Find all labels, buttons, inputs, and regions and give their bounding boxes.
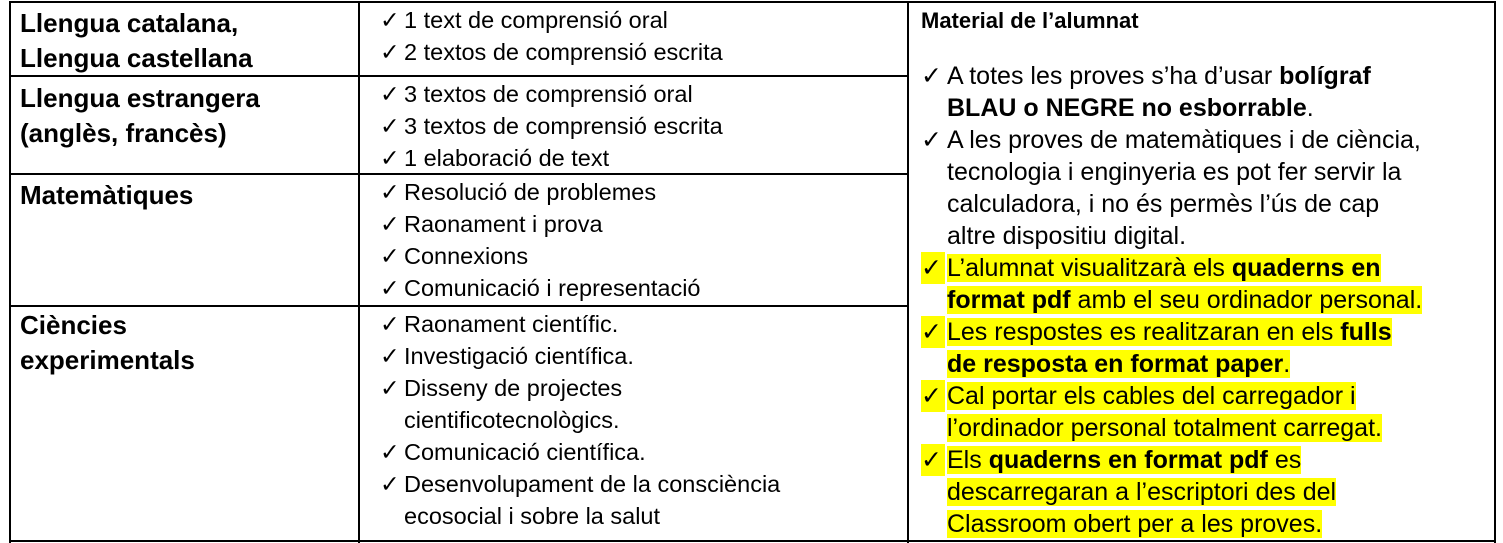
skill-item: ✓ Comunicació i representació: [380, 272, 701, 304]
skills-cell-1: [380, 4, 723, 68]
skill-item: ✓ Comunicació científica.: [380, 436, 780, 468]
material-list: [921, 60, 1422, 540]
check-icon: ✓: [380, 439, 400, 465]
table-border-right: [1494, 1, 1496, 543]
material-item-line: l’ordinador personal totalment carregat.: [947, 414, 1382, 442]
material-item: [921, 444, 1422, 540]
check-icon: ✓: [380, 243, 400, 269]
material-item-line: de resposta en format paper.: [947, 350, 1291, 378]
skill-item: ✓ Raonament i prova: [380, 208, 701, 240]
table-border-left: [9, 1, 11, 543]
skills-cell-3: [380, 176, 701, 304]
skill-item: ✓ 3 textos de comprensió oral: [380, 78, 723, 110]
check-icon: ✓: [921, 126, 942, 154]
check-icon: ✓: [380, 311, 400, 337]
skill-item: ✓ Desenvolupament de la consciència ecosocial i sobre la salut: [380, 468, 780, 532]
material-item-line: Els quaderns en format pdf es: [947, 446, 1302, 474]
subject-line: experimentals: [20, 345, 195, 375]
material-item-line: Les respostes es realitzaran en els fulls: [947, 318, 1392, 346]
material-item-line: BLAU o NEGRE no esborrable.: [947, 94, 1314, 122]
subject-cell-1: [20, 6, 253, 76]
check-icon: ✓: [380, 7, 400, 33]
material-item-line: Classroom obert per a les proves.: [947, 510, 1323, 538]
row-divider-3: [9, 305, 909, 307]
check-icon: ✓: [921, 316, 945, 348]
material-item: [921, 380, 1422, 444]
skills-cell-2: [380, 78, 723, 174]
check-icon: ✓: [380, 39, 400, 65]
skill-item: ✓ 1 elaboració de text: [380, 142, 723, 174]
table-border-bottom: [9, 540, 1496, 542]
check-icon: ✓: [380, 113, 400, 139]
material-item-line: tecnologia i enginyeria es pot fer servir la: [947, 158, 1402, 186]
material-item-line: A totes les proves s’ha d’usar bolígraf: [947, 62, 1371, 90]
material-item-line: altre dispositiu digital.: [947, 222, 1187, 250]
material-item: [921, 252, 1422, 316]
material-item-line: descarregaran a l’escriptori des del: [947, 478, 1337, 506]
table-divider-col2: [907, 1, 909, 543]
check-icon: ✓: [380, 471, 400, 497]
table-border-top: [9, 1, 1496, 3]
material-item: [921, 124, 1422, 252]
subject-line: (anglès, francès): [20, 118, 227, 148]
material-item: [921, 316, 1422, 380]
subject-cell-3: [20, 178, 193, 213]
check-icon: ✓: [921, 62, 942, 90]
table-divider-col1: [358, 1, 360, 543]
check-icon: ✓: [380, 275, 400, 301]
check-icon: ✓: [380, 145, 400, 171]
subject-line: Llengua castellana: [20, 43, 253, 73]
check-icon: ✓: [921, 380, 945, 412]
skill-item: ✓ Investigació científica.: [380, 340, 780, 372]
check-icon: ✓: [921, 252, 945, 284]
material-item-line: calculadora, i no és permès l’ús de cap: [947, 190, 1380, 218]
skill-item: ✓ 2 textos de comprensió escrita: [380, 36, 723, 68]
skill-item: ✓ Raonament científic.: [380, 308, 780, 340]
subject-line: Ciències: [20, 310, 127, 340]
check-icon: ✓: [380, 81, 400, 107]
material-item-line: Cal portar els cables del carregador i: [947, 382, 1356, 410]
subject-line: Llengua catalana,: [20, 8, 239, 38]
skill-item: ✓ 1 text de comprensió oral: [380, 4, 723, 36]
skill-item: ✓ Connexions: [380, 240, 701, 272]
check-icon: ✓: [380, 179, 400, 205]
skill-item: ✓ Disseny de projectes cientificotecnològics.: [380, 372, 780, 436]
check-icon: ✓: [380, 343, 400, 369]
subject-line: Matemàtiques: [20, 180, 194, 210]
material-item-line: A les proves de matemàtiques i de ciència,: [947, 126, 1421, 154]
check-icon: ✓: [921, 444, 945, 476]
material-item-line: format pdf amb el seu ordinador personal.: [947, 286, 1423, 314]
check-icon: ✓: [380, 375, 400, 401]
skills-cell-4: [380, 308, 780, 532]
subject-cell-4: [20, 308, 195, 378]
subject-cell-2: [20, 81, 260, 151]
check-icon: ✓: [380, 211, 400, 237]
material-item: [921, 60, 1422, 124]
subject-line: Llengua estrangera: [20, 83, 260, 113]
skill-item: ✓ 3 textos de comprensió escrita: [380, 110, 723, 142]
skill-item: ✓ Resolució de problemes: [380, 176, 701, 208]
material-item-line: L’alumnat visualitzarà els quaderns en: [947, 254, 1381, 282]
material-title: Material de l’alumnat: [921, 8, 1139, 33]
